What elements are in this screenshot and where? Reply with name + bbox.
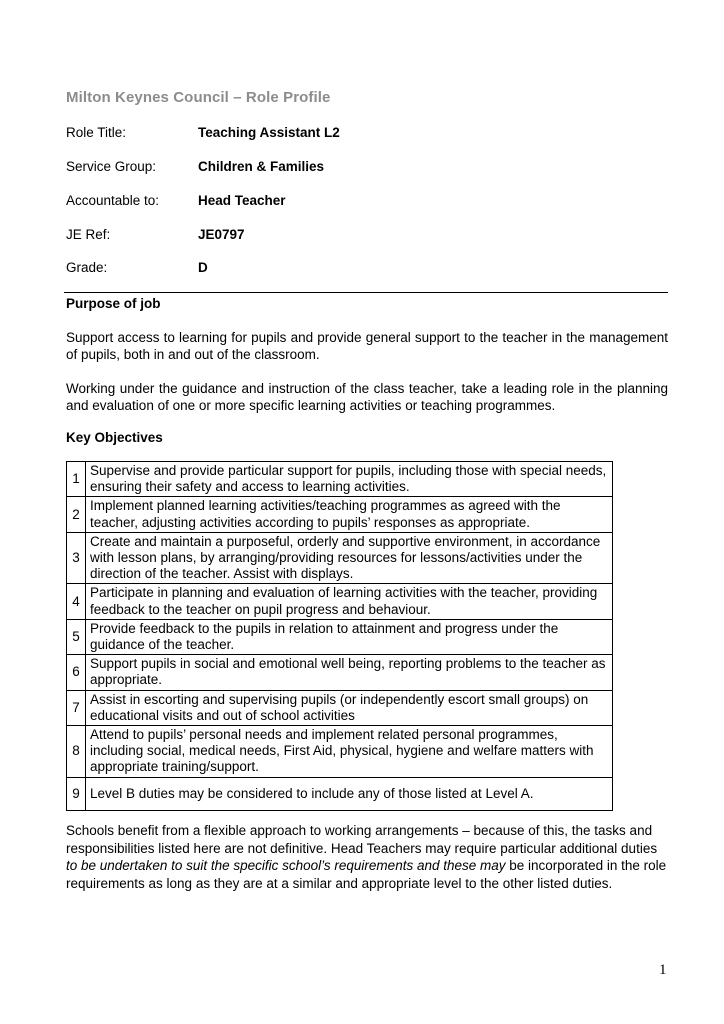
- closing-text: be incorporated in the role requirements as long as they are at a similar and appropriate level to the other listed duties.: [66, 858, 667, 891]
- field-label: Role Title:: [66, 125, 127, 140]
- field-value: JE0797: [198, 227, 245, 242]
- table-row: [67, 777, 613, 810]
- table-row: [67, 462, 613, 497]
- purpose-paragraph: Working under the guidance and instruction of the class teacher, take a leading role in the planning and evaluation of one or more specific learning activities or teaching programmes.: [66, 381, 668, 413]
- row-number: 4: [67, 584, 86, 619]
- row-text: Provide feedback to the pupils in relation to attainment and progress under the guidance of the teacher.: [86, 619, 613, 654]
- row-number: 6: [67, 655, 86, 690]
- purpose-paragraph: Support access to learning for pupils and provide general support to the teacher in the management of pupils, both in and out of the classroom.: [66, 330, 668, 362]
- row-number: 3: [67, 532, 86, 584]
- field-label: Accountable to:: [66, 193, 160, 208]
- row-number: 5: [67, 619, 86, 654]
- document-title: Milton Keynes Council – Role Profile: [66, 89, 331, 106]
- field-value: Head Teacher: [198, 193, 286, 208]
- row-text: Assist in escorting and supervising pupils (or independently escort small groups) on educational visits and out of school activities: [86, 690, 613, 725]
- table-row: [67, 532, 613, 584]
- table-row: [67, 497, 613, 532]
- field-label: JE Ref:: [66, 227, 111, 242]
- row-number: 2: [67, 497, 86, 532]
- section-divider: [64, 292, 668, 293]
- field-label: Service Group:: [66, 159, 157, 174]
- key-objectives-heading: Key Objectives: [66, 430, 163, 445]
- table-row: [67, 619, 613, 654]
- page-number: 1: [659, 962, 667, 978]
- row-number: 1: [67, 462, 86, 497]
- row-text: Create and maintain a purposeful, orderly and supportive environment, in accordance with lesson plans, by arranging/providing resources for lessons/activities under the direction of the teacher. Assist with displays.: [86, 532, 613, 584]
- row-text: Attend to pupils’ personal needs and implement related personal programmes, including social, medical needs, First Aid, physical, hygiene and welfare matters with appropriate training/support.: [86, 726, 613, 778]
- closing-italic-text: to be undertaken to suit the specific school’s requirements and these may: [66, 858, 506, 873]
- row-text: Implement planned learning activities/teaching programmes as agreed with the teacher, adjusting activities according to pupils’ responses as appropriate.: [86, 497, 613, 532]
- table-row: [67, 584, 613, 619]
- row-number: 9: [67, 777, 86, 810]
- purpose-heading: Purpose of job: [66, 296, 161, 311]
- row-number: 7: [67, 690, 86, 725]
- field-label: Grade:: [66, 260, 108, 275]
- closing-text: Schools benefit from a flexible approach to working arrangements – because of this, the tasks and responsibilities listed here are not definitive. Head Teachers may require particular additional duties: [66, 823, 658, 856]
- field-value: Teaching Assistant L2: [198, 125, 340, 140]
- field-value: D: [198, 260, 208, 275]
- row-text: Level B duties may be considered to include any of those listed at Level A.: [86, 777, 613, 810]
- field-value: Children & Families: [198, 159, 325, 174]
- table-row: [67, 726, 613, 778]
- key-objectives-table: [66, 461, 613, 811]
- table-row: [67, 690, 613, 725]
- row-number: 8: [67, 726, 86, 778]
- row-text: Supervise and provide particular support for pupils, including those with special needs, ensuring their safety and access to learning activities.: [86, 462, 613, 497]
- row-text: Participate in planning and evaluation of learning activities with the teacher, providing feedback to the teacher on pupil progress and behaviour.: [86, 584, 613, 619]
- row-text: Support pupils in social and emotional well being, reporting problems to the teacher as appropriate.: [86, 655, 613, 690]
- table-row: [67, 655, 613, 690]
- closing-paragraph: [66, 822, 668, 892]
